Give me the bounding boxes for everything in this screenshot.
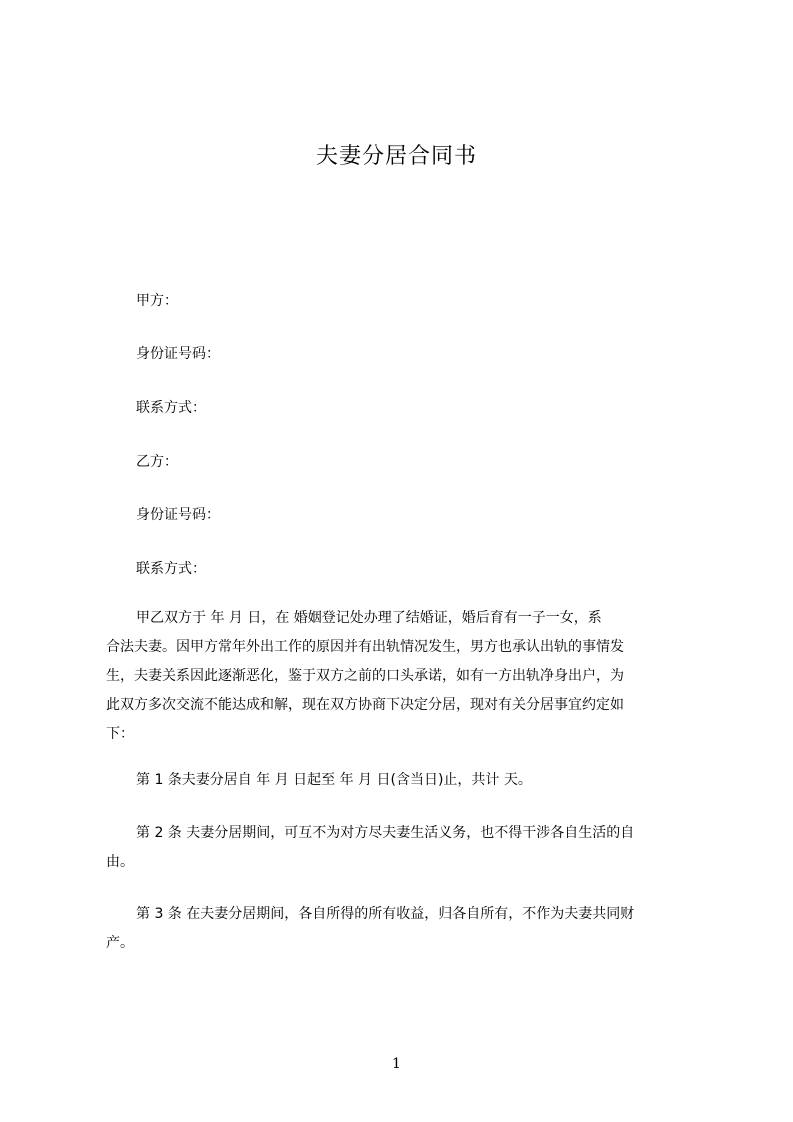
intro-line: 生，夫妻关系因此逐渐恶化，鉴于双方之前的口头承诺，如有一方出轨净身出户，为 (106, 668, 624, 684)
intro-line: 此双方多次交流不能达成和解，现在双方协商下决定分居，现对有关分居事宜约定如 (106, 697, 624, 713)
party-a-label: 甲方： (136, 293, 178, 309)
intro-paragraph (106, 604, 706, 749)
party-b-label: 乙方： (136, 454, 178, 470)
clause-3 (106, 900, 706, 958)
clause-1-text: 第 1 条夫妻分居自 年 月 日起至 年 月 日(含当日)止，共计 天。 (136, 772, 532, 788)
party-b-contact-label: 联系方式： (136, 561, 206, 577)
document-title: 夫妻分居合同书 (315, 144, 477, 169)
clause-2 (106, 819, 706, 877)
page-number: 1 (392, 1056, 401, 1072)
intro-line: 合法夫妻。因甲方常年外出工作的原因并有出轨情况发生，男方也承认出轨的事情发 (106, 639, 624, 655)
clause-3-line: 产。 (106, 935, 134, 951)
party-b-id-label: 身份证号码： (136, 507, 220, 523)
clause-2-line: 第 2 条 夫妻分居期间，可互不为对方尽夫妻生活义务，也不得干涉各自生活的自 (136, 825, 635, 841)
clause-2-line: 由。 (106, 854, 134, 870)
intro-line: 甲乙双方于 年 月 日，在 婚姻登记处办理了结婚证，婚后育有一子一女，系 (136, 610, 602, 626)
clause-3-line: 第 3 条 在夫妻分居期间，各自所得的所有收益，归各自所有，不作为夫妻共同财 (136, 906, 635, 922)
clause-1 (106, 766, 706, 795)
party-a-id-label: 身份证号码： (136, 346, 220, 362)
intro-line: 下： (106, 726, 134, 742)
party-a-contact-label: 联系方式： (136, 400, 206, 416)
